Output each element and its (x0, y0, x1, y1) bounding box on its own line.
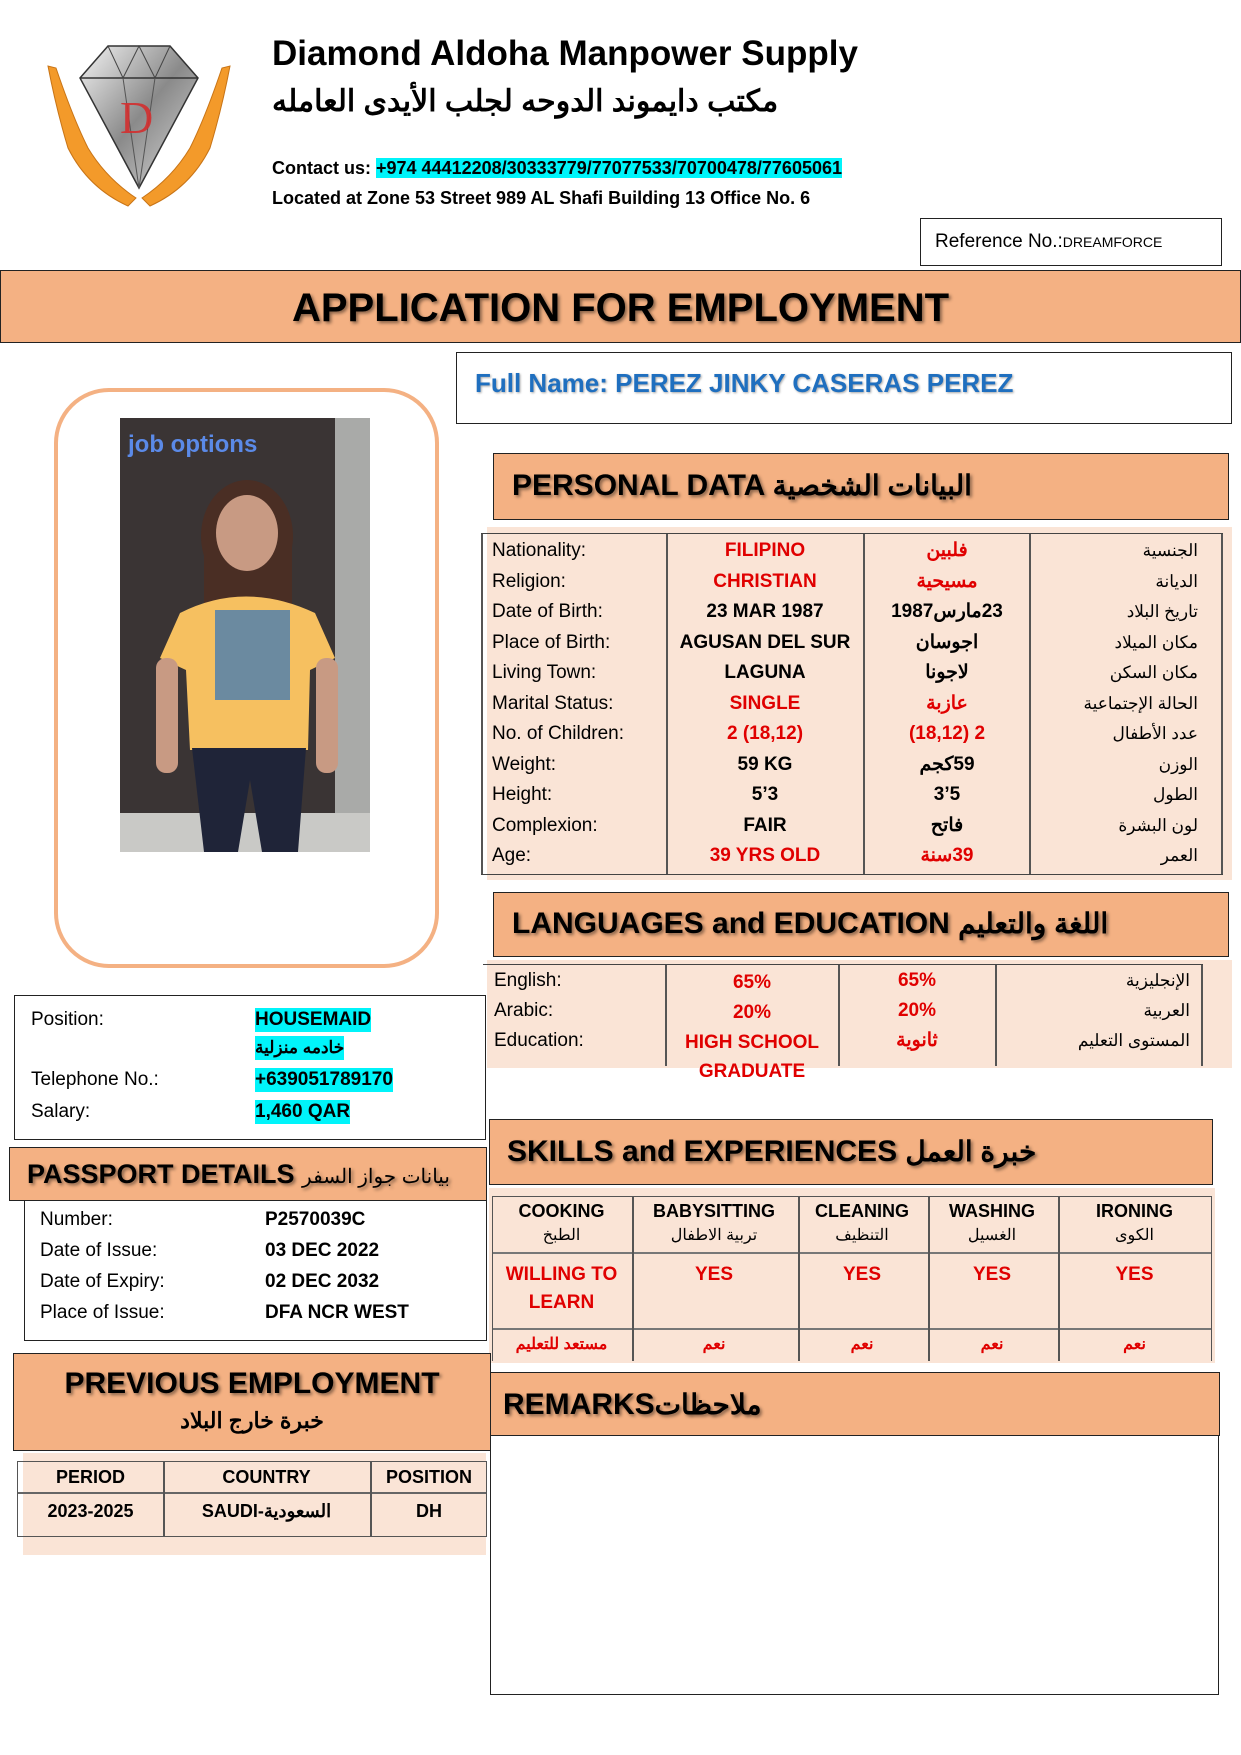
personal-data-title-ar: البيانات الشخصية (772, 470, 972, 501)
row-value-ar: 2 (18,12) (908, 723, 986, 744)
row-value: AGUSAN DEL SUR (679, 631, 851, 653)
row-label-ar: تاريخ البلاد (1126, 602, 1198, 621)
contact-numbers: +974 44412208/30333779/77077533/70700478/77605061 (376, 158, 842, 178)
row-label-ar: الإنجليزية (1125, 971, 1190, 990)
row-value-ar: فلبين (926, 540, 968, 561)
skill-value: YES (842, 1264, 882, 1285)
passport-value: DFA NCR WEST (265, 1302, 409, 1323)
row-label: Height: (492, 784, 553, 805)
telephone-value: +639051789170 (255, 1069, 393, 1090)
full-name-box (456, 352, 1232, 424)
skill-name-ar: التنظيف (835, 1227, 889, 1244)
section-title (503, 1386, 762, 1424)
reference-value: DREAMFORCE (1062, 234, 1163, 250)
skill-name: IRONING (1095, 1201, 1173, 1221)
passport-title-ar: بيانات جواز السفر (302, 1166, 450, 1188)
row-label: Weight: (492, 753, 557, 775)
row-value: 65% (732, 972, 772, 993)
row-label: Nationality: (492, 540, 586, 561)
row-label-ar: مكان السكن (1109, 663, 1198, 682)
row-value-ar: 23مارس1987 (891, 601, 1003, 622)
remarks-box (490, 1435, 1219, 1695)
passport-box (24, 1201, 487, 1341)
passport-label: Place of Issue: (40, 1302, 165, 1323)
row-value: LAGUNA (724, 662, 806, 683)
skills-header (489, 1119, 1213, 1185)
passport-value: P2570039C (265, 1209, 366, 1230)
skill-name-ar: الطبخ (542, 1227, 581, 1244)
row-value: 5’3 (751, 784, 779, 805)
row-value: 39 YRS OLD (709, 845, 821, 866)
reference-label: Reference No.: (935, 231, 1063, 252)
remarks-title-ar: ملاحظات (654, 1389, 762, 1420)
skill-name: BABYSITTING (652, 1201, 775, 1221)
previous-employment-header (13, 1353, 491, 1451)
row-value: FAIR (743, 814, 787, 836)
row-value-ar: اجوسان (915, 631, 979, 653)
row-label: Arabic: (494, 1000, 554, 1021)
contact-label: Contact us: (272, 158, 377, 178)
languages-header (493, 892, 1229, 957)
row-label: Complexion: (492, 814, 598, 836)
row-label: English: (494, 970, 562, 991)
skill-value-ar: نعم (850, 1336, 874, 1353)
row-value: FILIPINO (724, 540, 806, 561)
position-box (14, 995, 486, 1140)
row-value-ar: فاتح (930, 814, 964, 836)
address: Located at Zone 53 Street 989 AL Shafi Building 13 Office No. 6 (272, 188, 811, 208)
cell-position: DH (416, 1501, 442, 1521)
skill-value: YES (1115, 1264, 1154, 1285)
cell-country: SAUDI-السعودية (201, 1501, 332, 1521)
row-value-ar: 65% (897, 970, 937, 991)
row-value-ar: 39سنة (920, 845, 974, 866)
row-label: Religion: (492, 570, 566, 592)
company-name-ar: مكتب دايموند الدوحه لجلب الأيدى العامله (272, 85, 779, 118)
previous-employment-title-en: PREVIOUS EMPLOYMENT (64, 1367, 440, 1400)
row-label: Age: (492, 845, 532, 866)
row-label-ar: العمر (1160, 846, 1198, 865)
contact-line (272, 156, 842, 180)
remarks-title-en: REMARKS (503, 1388, 655, 1421)
row-value-ar: لاجونا (925, 662, 969, 683)
row-value: CHRISTIAN (713, 570, 817, 592)
row-label: Living Town: (492, 662, 597, 683)
skill-name: COOKING (518, 1201, 605, 1221)
row-label-ar: مكان الميلاد (1114, 632, 1198, 652)
cell-period: 2023-2025 (47, 1501, 134, 1521)
row-label: Education: (494, 1030, 584, 1051)
row-label: No. of Children: (492, 723, 625, 744)
row-label-ar: الجنسية (1142, 541, 1198, 560)
logo-letters: D (120, 92, 154, 143)
row-value: HIGH SCHOOL GRADUATE (684, 1032, 820, 1082)
skill-value-ar: نعم (702, 1336, 726, 1353)
position-value: HOUSEMAID (255, 1009, 372, 1030)
applicant-photo (120, 418, 370, 852)
languages-title-ar: اللغة والتعليم (958, 908, 1109, 939)
row-value-ar: ثانوية (896, 1030, 938, 1051)
row-label: Date of Birth: (492, 601, 603, 622)
row-label-ar: المستوى التعليم (1077, 1031, 1190, 1050)
passport-value: 03 DEC 2022 (265, 1240, 380, 1261)
column-header-position: POSITION (385, 1467, 472, 1487)
title-banner (0, 270, 1241, 343)
position-value-ar: خادمه منزلية (255, 1036, 344, 1060)
skill-value-ar: نعم (1123, 1336, 1146, 1353)
row-value: 2 (18,12) (726, 723, 804, 744)
passport-value: 02 DEC 2032 (265, 1271, 380, 1292)
row-label-ar: الديانة (1155, 571, 1198, 591)
skill-name-ar: تربية الاطفال (670, 1227, 758, 1244)
row-label: Marital Status: (492, 692, 614, 714)
photo-backdrop-text: job options (128, 431, 258, 458)
languages-title-en: LANGUAGES and EDUCATION (512, 907, 950, 940)
skills-title-ar: خبرة العمل (905, 1136, 1037, 1167)
skill-name-ar: الكوى (1115, 1227, 1154, 1244)
skill-value: YES (694, 1264, 734, 1285)
section-title (512, 905, 1108, 943)
previous-employment-title-ar: خبرة خارج البلاد (180, 1408, 324, 1433)
row-value-ar: 20% (897, 1000, 937, 1021)
section-title (27, 1157, 450, 1194)
skills-title-en: SKILLS and EXPERIENCES (507, 1135, 898, 1168)
section-title (507, 1133, 1036, 1171)
skill-value: WILLING TO LEARN (505, 1264, 618, 1313)
passport-label: Date of Expiry: (40, 1271, 165, 1292)
passport-label: Number: (40, 1209, 113, 1230)
row-value: 20% (732, 1002, 772, 1023)
salary-label: Salary: (31, 1101, 91, 1122)
section-title (512, 467, 972, 505)
personal-data-title-en: PERSONAL DATA (512, 469, 765, 502)
column-header-country: COUNTRY (222, 1467, 311, 1487)
row-value: SINGLE (729, 692, 801, 714)
row-label-ar: لون البشرة (1118, 815, 1198, 835)
skill-name-ar: الغسيل (967, 1227, 1017, 1244)
passport-title-en: PASSPORT DETAILS (27, 1159, 295, 1189)
company-name-en: Diamond Aldoha Manpower Supply (272, 34, 858, 73)
personal-data-header (493, 453, 1229, 520)
row-label: Place of Birth: (492, 631, 611, 653)
column-header-period: PERIOD (55, 1467, 125, 1487)
skill-value-ar: مستعد للتعليم (515, 1336, 608, 1353)
skill-value-ar: نعم (980, 1336, 1004, 1353)
row-value: 23 MAR 1987 (706, 601, 824, 622)
remarks-header (490, 1372, 1220, 1436)
row-label-ar: الحالة الإجتماعية (1083, 693, 1198, 713)
salary-value: 1,460 QAR (255, 1101, 351, 1122)
passport-label: Date of Issue: (40, 1240, 158, 1261)
full-name: Full Name: PEREZ JINKY CASERAS PEREZ (475, 368, 1014, 398)
telephone-label: Telephone No.: (31, 1069, 159, 1090)
reference-box (920, 218, 1222, 266)
previous-employment-table (17, 1461, 487, 1537)
row-value-ar: عازبة (926, 692, 968, 714)
row-value-ar: 59كجم (919, 753, 975, 775)
row-label-ar: الطول (1153, 785, 1198, 804)
skill-name: CLEANING (815, 1201, 909, 1221)
row-label-ar: عدد الأطفال (1112, 724, 1198, 743)
company-logo (28, 38, 250, 213)
row-label-ar: العربية (1143, 1001, 1190, 1020)
row-value-ar: مسيحية (916, 570, 978, 592)
skill-name: WASHING (948, 1201, 1035, 1221)
skill-value: YES (972, 1264, 1012, 1285)
row-value: 59 KG (737, 753, 793, 775)
row-label-ar: الوزن (1158, 754, 1198, 774)
passport-header (9, 1147, 487, 1201)
row-value-ar: 5’3 (933, 784, 961, 805)
page-title: APPLICATION FOR EMPLOYMENT (291, 286, 950, 330)
position-label: Position: (31, 1009, 104, 1030)
